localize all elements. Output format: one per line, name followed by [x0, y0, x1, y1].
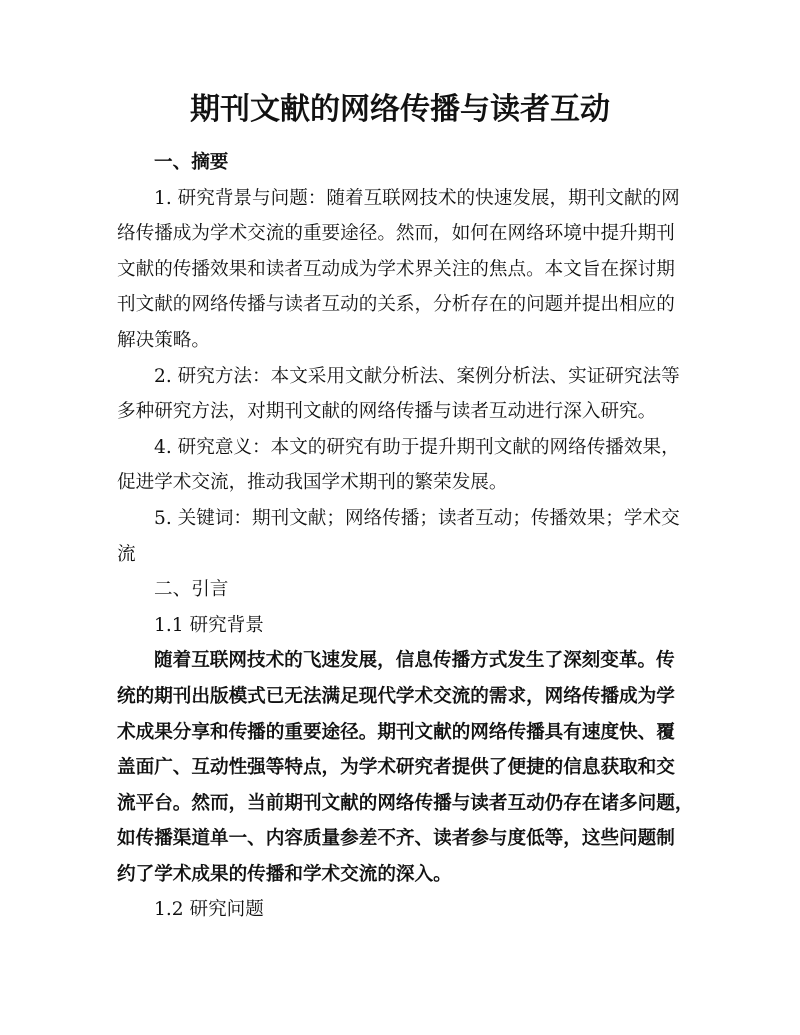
text-line: 统的期刊出版模式已无法满足现代学术交流的需求，网络传播成为学: [117, 685, 675, 707]
section-1-2-heading: 1.2 研究问题: [154, 899, 264, 921]
text-line: 流: [117, 543, 136, 565]
abstract-paragraph: [117, 501, 697, 572]
text-line: 多种研究方法，对期刊文献的网络传播与读者互动进行深入研究。: [117, 401, 657, 423]
text-line: 流平台。然而，当前期刊文献的网络传播与读者互动仍存在诸多问题，: [117, 792, 694, 814]
abstract-paragraph: [117, 181, 697, 359]
abstract-section: [117, 181, 697, 573]
text-line: 随着互联网技术的飞速发展，信息传播方式发生了深刻变革。传: [154, 650, 675, 672]
text-line: 约了学术成果的传播和学术交流的深入。: [117, 863, 452, 885]
text-line: 术成果分享和传播的重要途径。期刊文献的网络传播具有速度快、覆: [117, 721, 675, 743]
text-line: 促进学术交流，推动我国学术期刊的繁荣发展。: [117, 472, 508, 494]
text-line: 5. 关键词：期刊文献；网络传播；读者互动；传播效果；学术交: [154, 507, 680, 529]
text-line: 刊文献的网络传播与读者互动的关系，分析存在的问题并提出相应的: [117, 294, 675, 316]
text-line: 解决策略。: [117, 329, 210, 351]
text-line: 4. 研究意义：本文的研究有助于提升期刊文献的网络传播效果，: [154, 436, 680, 458]
text-line: 盖面广、互动性强等特点，为学术研究者提供了便捷的信息获取和交: [117, 757, 675, 779]
text-line: 1. 研究背景与问题：随着互联网技术的快速发展，期刊文献的网: [154, 187, 680, 209]
text-line: 文献的传播效果和读者互动成为学术界关注的焦点。本文旨在探讨期: [117, 258, 675, 280]
text-line: 2. 研究方法：本文采用文献分析法、案例分析法、实证研究法等: [154, 365, 680, 387]
document-title: 期刊文献的网络传播与读者互动: [190, 92, 610, 127]
abstract-paragraph: [117, 359, 697, 430]
section-1-1-heading: 1.1 研究背景: [154, 614, 264, 636]
intro-heading: 二、引言: [154, 579, 229, 601]
abstract-heading: 一、摘要: [154, 152, 229, 173]
background-paragraph: [117, 643, 697, 892]
document-body: [117, 145, 697, 928]
text-line: 如传播渠道单一、内容质量参差不齐、读者参与度低等，这些问题制: [117, 828, 675, 850]
abstract-paragraph: [117, 430, 697, 501]
text-line: 络传播成为学术交流的重要途径。然而，如何在网络环境中提升期刊: [117, 223, 675, 245]
